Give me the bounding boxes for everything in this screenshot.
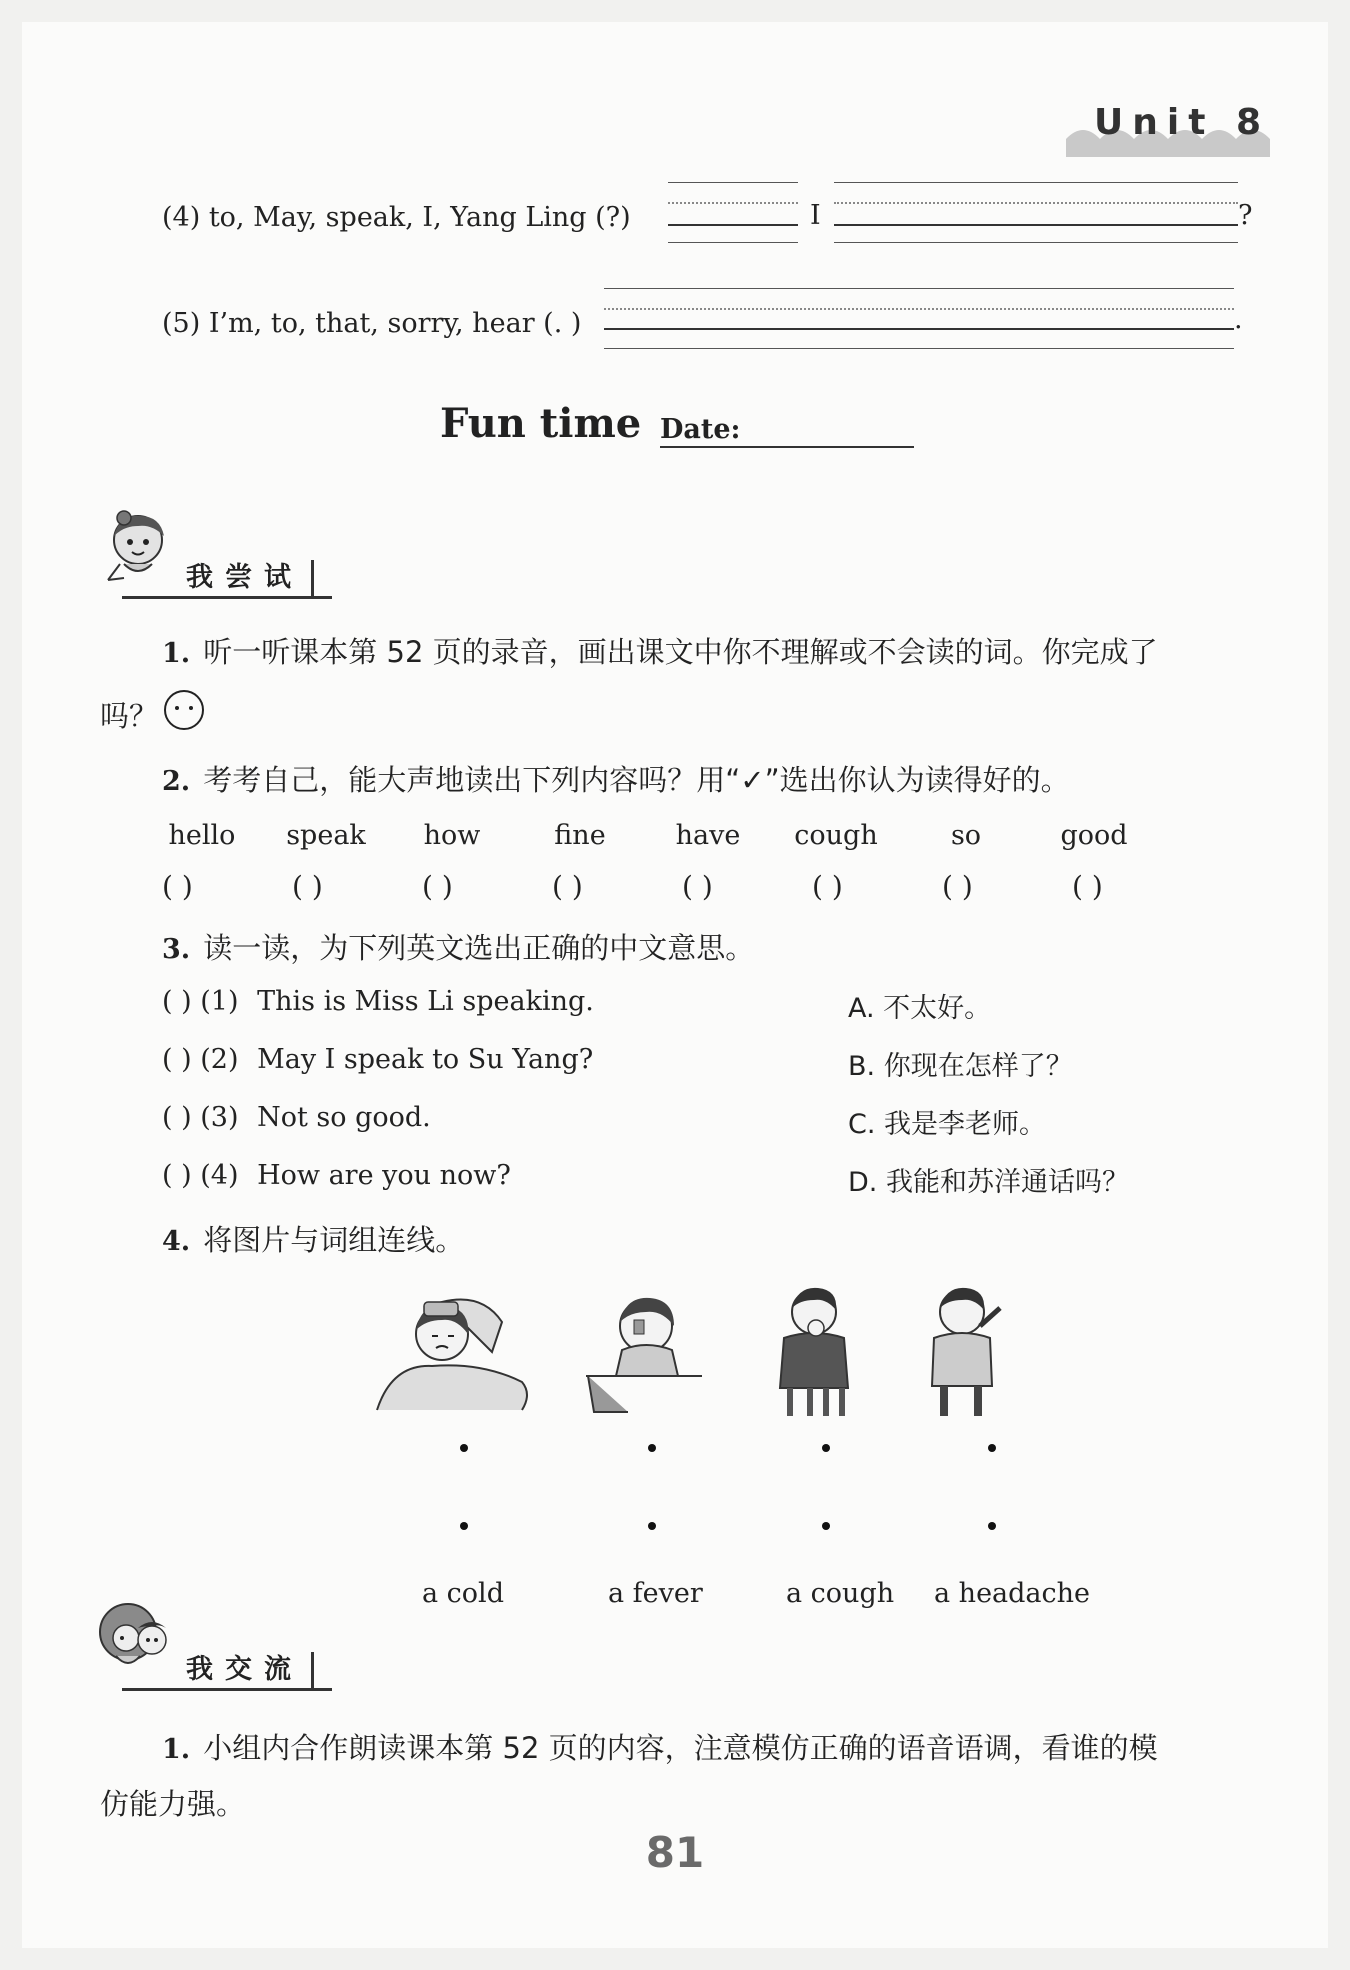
answer-parens[interactable]: ( )	[162, 870, 193, 903]
question-number: 1.	[162, 638, 191, 669]
question-text: 考考自己，能大声地读出下列内容吗？用“✓”选出你认为读得好的。	[203, 763, 1070, 797]
item-label: (1)	[200, 986, 239, 1017]
girl-in-bed-picture	[372, 1282, 542, 1412]
chinese-option-a: A. 不太好。	[848, 993, 992, 1024]
period-mark: .	[1234, 304, 1243, 335]
word-speak: speak	[286, 820, 366, 851]
word-so: so	[950, 820, 982, 851]
question-text: 将图片与词组连线。	[203, 1223, 465, 1257]
reorder-prompt-5: (5) I’m, to, that, sorry, hear (. )	[162, 308, 582, 339]
answer-parens[interactable]: ( )	[292, 870, 323, 903]
question-3	[162, 926, 754, 967]
match-dot-phrase-3[interactable]	[822, 1522, 830, 1530]
word-cough: cough	[794, 820, 878, 851]
phrase-a-cold: a cold	[422, 1578, 504, 1609]
writing-line-base[interactable]	[668, 224, 798, 226]
item-label: (4)	[200, 1160, 239, 1191]
word-hello: hello	[168, 820, 236, 851]
phrase-a-headache: a headache	[934, 1578, 1091, 1609]
match-dot-phrase-1[interactable]	[460, 1522, 468, 1530]
date-line[interactable]	[660, 446, 914, 448]
word-how: how	[423, 820, 481, 851]
kids-mascot-icon	[96, 1598, 188, 1682]
word-have: have	[675, 820, 741, 851]
english-sentence: How are you now?	[257, 1160, 511, 1191]
writing-line-base[interactable]	[834, 224, 1238, 226]
match-dot-picture-1[interactable]	[460, 1444, 468, 1452]
question-1-continued: 吗？	[100, 699, 159, 733]
reorder-prompt-4: (4) to, May, speak, I, Yang Ling (?)	[162, 202, 631, 233]
writing-line-bottom	[668, 242, 798, 243]
answer-parens[interactable]: ( )	[682, 870, 713, 903]
date-label: Date:	[660, 414, 741, 445]
writing-line-bottom	[604, 348, 1234, 349]
man-with-cough-picture	[756, 1278, 866, 1418]
section-title-try: 我尝试	[186, 560, 314, 596]
question-number: 4.	[162, 1226, 191, 1257]
match-dot-picture-4[interactable]	[988, 1444, 996, 1452]
fun-time-title: Fun time	[440, 400, 642, 447]
question-1	[162, 630, 1158, 671]
answer-parens[interactable]: ( )	[162, 986, 192, 1017]
talk-question-1-continued: 仿能力强。	[100, 1787, 246, 1821]
boy-with-fever-picture	[582, 1280, 712, 1414]
question-number: 2.	[162, 766, 191, 797]
writing-line-bottom	[834, 242, 1238, 243]
question-number: 1.	[162, 1734, 191, 1765]
question-4	[162, 1218, 464, 1259]
match-item-2	[162, 1044, 593, 1075]
question-2	[162, 758, 1070, 799]
match-item-4	[162, 1160, 511, 1191]
writing-line-dotted	[668, 202, 798, 204]
question-number: 3.	[162, 934, 191, 965]
question-text: 读一读，为下列英文选出正确的中文意思。	[203, 931, 755, 965]
answer-parens[interactable]: ( )	[1072, 870, 1103, 903]
chinese-option-d: D. 我能和苏洋通话吗？	[848, 1167, 1129, 1198]
talk-question-1	[162, 1726, 1158, 1767]
question-text: 小组内合作朗读课本第 52 页的内容，注意模仿正确的语音语调，看谁的模	[203, 1731, 1158, 1765]
section-underline	[122, 1688, 332, 1691]
chinese-option-b: B. 你现在怎样了？	[848, 1051, 1073, 1082]
answer-parens[interactable]: ( )	[552, 870, 583, 903]
english-sentence: Not so good.	[257, 1102, 431, 1133]
writing-line-dotted	[834, 202, 1238, 204]
answer-parens[interactable]: ( )	[812, 870, 843, 903]
girl-mascot-icon	[94, 506, 190, 590]
item-label: (3)	[200, 1102, 239, 1133]
match-item-1	[162, 986, 594, 1017]
question-text: 听一听课本第 52 页的录音，画出课文中你不理解或不会读的词。你完成了	[203, 635, 1158, 669]
answer-parens[interactable]: ( )	[942, 870, 973, 903]
writing-line-top	[668, 182, 798, 183]
match-dot-picture-3[interactable]	[822, 1444, 830, 1452]
english-sentence: This is Miss Li speaking.	[257, 986, 594, 1017]
match-dot-picture-2[interactable]	[648, 1444, 656, 1452]
word-good: good	[1060, 820, 1128, 851]
section-header-talk	[182, 1652, 314, 1688]
match-dot-phrase-2[interactable]	[648, 1522, 656, 1530]
boy-with-headache-picture	[920, 1278, 1010, 1418]
answer-parens[interactable]: ( )	[162, 1160, 192, 1191]
phrase-a-cough: a cough	[786, 1578, 895, 1609]
workbook-page	[22, 22, 1328, 1948]
english-sentence: May I speak to Su Yang?	[257, 1044, 594, 1075]
writing-line-top	[604, 288, 1234, 289]
page-number: 81	[645, 1828, 705, 1877]
reorder-inline-word: I	[810, 200, 821, 231]
question-mark: ?	[1238, 200, 1253, 231]
item-label: (2)	[200, 1044, 239, 1075]
smiley-face-icon[interactable]	[162, 688, 206, 732]
match-dot-phrase-4[interactable]	[988, 1522, 996, 1530]
writing-line-top	[834, 182, 1238, 183]
word-fine: fine	[554, 820, 606, 851]
writing-line-dotted	[604, 308, 1234, 310]
unit-title: Unit 8	[1094, 102, 1270, 143]
answer-parens[interactable]: ( )	[162, 1102, 192, 1133]
match-item-3	[162, 1102, 431, 1133]
answer-parens[interactable]: ( )	[162, 1044, 192, 1075]
answer-parens[interactable]: ( )	[422, 870, 453, 903]
section-title-talk: 我交流	[186, 1652, 314, 1688]
phrase-a-fever: a fever	[608, 1578, 703, 1609]
section-underline	[122, 596, 332, 599]
writing-line-base[interactable]	[604, 328, 1234, 330]
section-header-try	[182, 560, 314, 596]
chinese-option-c: C. 我是李老师。	[848, 1109, 1047, 1140]
